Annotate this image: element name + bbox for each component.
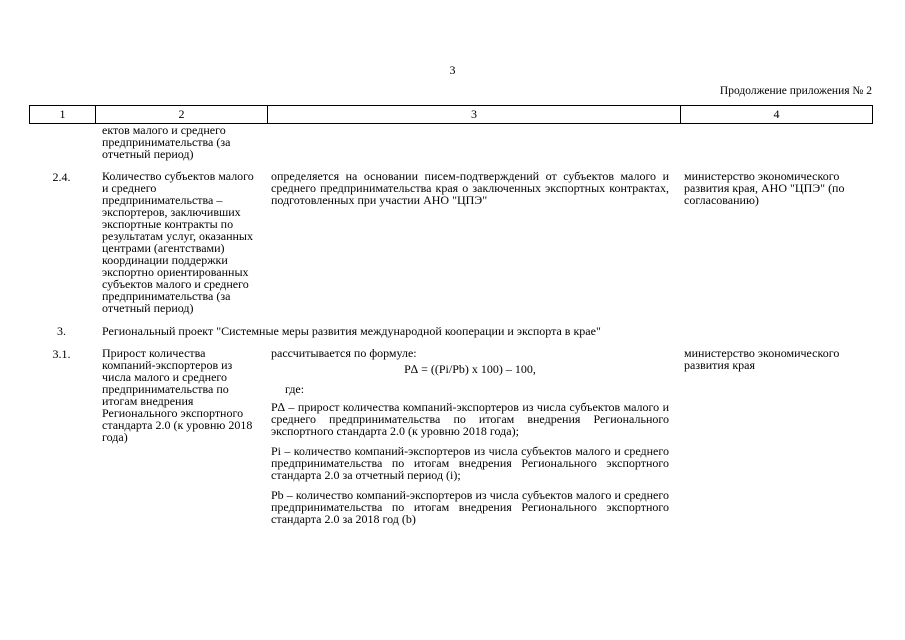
table-row bbox=[29, 347, 873, 533]
method-intro: рассчитывается по формуле: bbox=[271, 346, 417, 360]
criterion-cell: ектов малого и среднего предпринимательства (за отчетный период) bbox=[102, 123, 231, 161]
section-title: Региональный проект "Системные меры развития международной кооперации и экспорта в крае" bbox=[102, 324, 601, 338]
continuation-label: Продолжение приложения № 2 bbox=[719, 85, 872, 97]
responsible-cell: министерство экономического развития края bbox=[684, 346, 840, 372]
method-cell bbox=[265, 347, 677, 533]
row-number bbox=[29, 124, 94, 160]
row-number: 2.4. bbox=[52, 170, 71, 184]
method-cell: определяется на основании писем-подтверждений от субъектов малого и среднего предпринимательства края о заключенных экспортных контрактах, подготовленных при участии АНО "ЦПЭ" bbox=[271, 169, 669, 207]
header-col-1: 1 bbox=[30, 106, 96, 123]
criterion-cell: Количество субъектов малого и среднего предпринимательства – экспортеров, заключивших экспортные контракты по результатам услуг, оказанных центрами (агентствами) координации поддержки экспортно ориентированных субъектов малого и среднего предпринимательства (за отчетный период) bbox=[102, 169, 254, 315]
responsible-cell: министерство экономического развития края, АНО "ЦПЭ" (по согласованию) bbox=[684, 169, 845, 207]
appendix-table bbox=[29, 105, 873, 533]
page-number: 3 bbox=[449, 63, 456, 77]
table-row bbox=[29, 124, 873, 160]
section-number: 3. bbox=[57, 324, 66, 338]
where-label: где: bbox=[285, 382, 305, 396]
responsible-cell bbox=[677, 124, 873, 160]
definition-pb: Pb – количество компаний-экспортеров из числа субъектов малого и среднего предпринимательства по итогам внедрения Регионального экспортного стандарта 2.0 за 2018 год (b) bbox=[271, 488, 669, 526]
header-col-4: 4 bbox=[773, 107, 780, 121]
formula: P∆ = ((Pi/Pb) x 100) – 100, bbox=[404, 362, 536, 376]
method-cell bbox=[265, 124, 677, 160]
table-row bbox=[29, 170, 873, 314]
table-header bbox=[29, 105, 873, 124]
header-col-3: 3 bbox=[268, 106, 681, 123]
criterion-cell: Прирост количества компаний-экспортеров из числа малого и среднего предпринимательства по итогам внедрения Регионального экспортного стандарта 2.0 (к уровню 2018 года) bbox=[102, 346, 253, 444]
definition-pi: Pi – количество компаний-экспортеров из числа субъектов малого и среднего предпринимательства по итогам внедрения Регионального экспортного стандарта 2.0 за отчетный период (i); bbox=[271, 444, 669, 482]
definition-delta: P∆ – прирост количества компаний-экспортеров из числа субъектов малого и среднего предпринимательства по итогам внедрения Регионального экспортного стандарта 2.0 (к уровню 2018 года); bbox=[271, 400, 669, 438]
row-number: 3.1. bbox=[52, 347, 71, 361]
section-row bbox=[29, 324, 873, 339]
header-col-2: 2 bbox=[96, 106, 268, 123]
